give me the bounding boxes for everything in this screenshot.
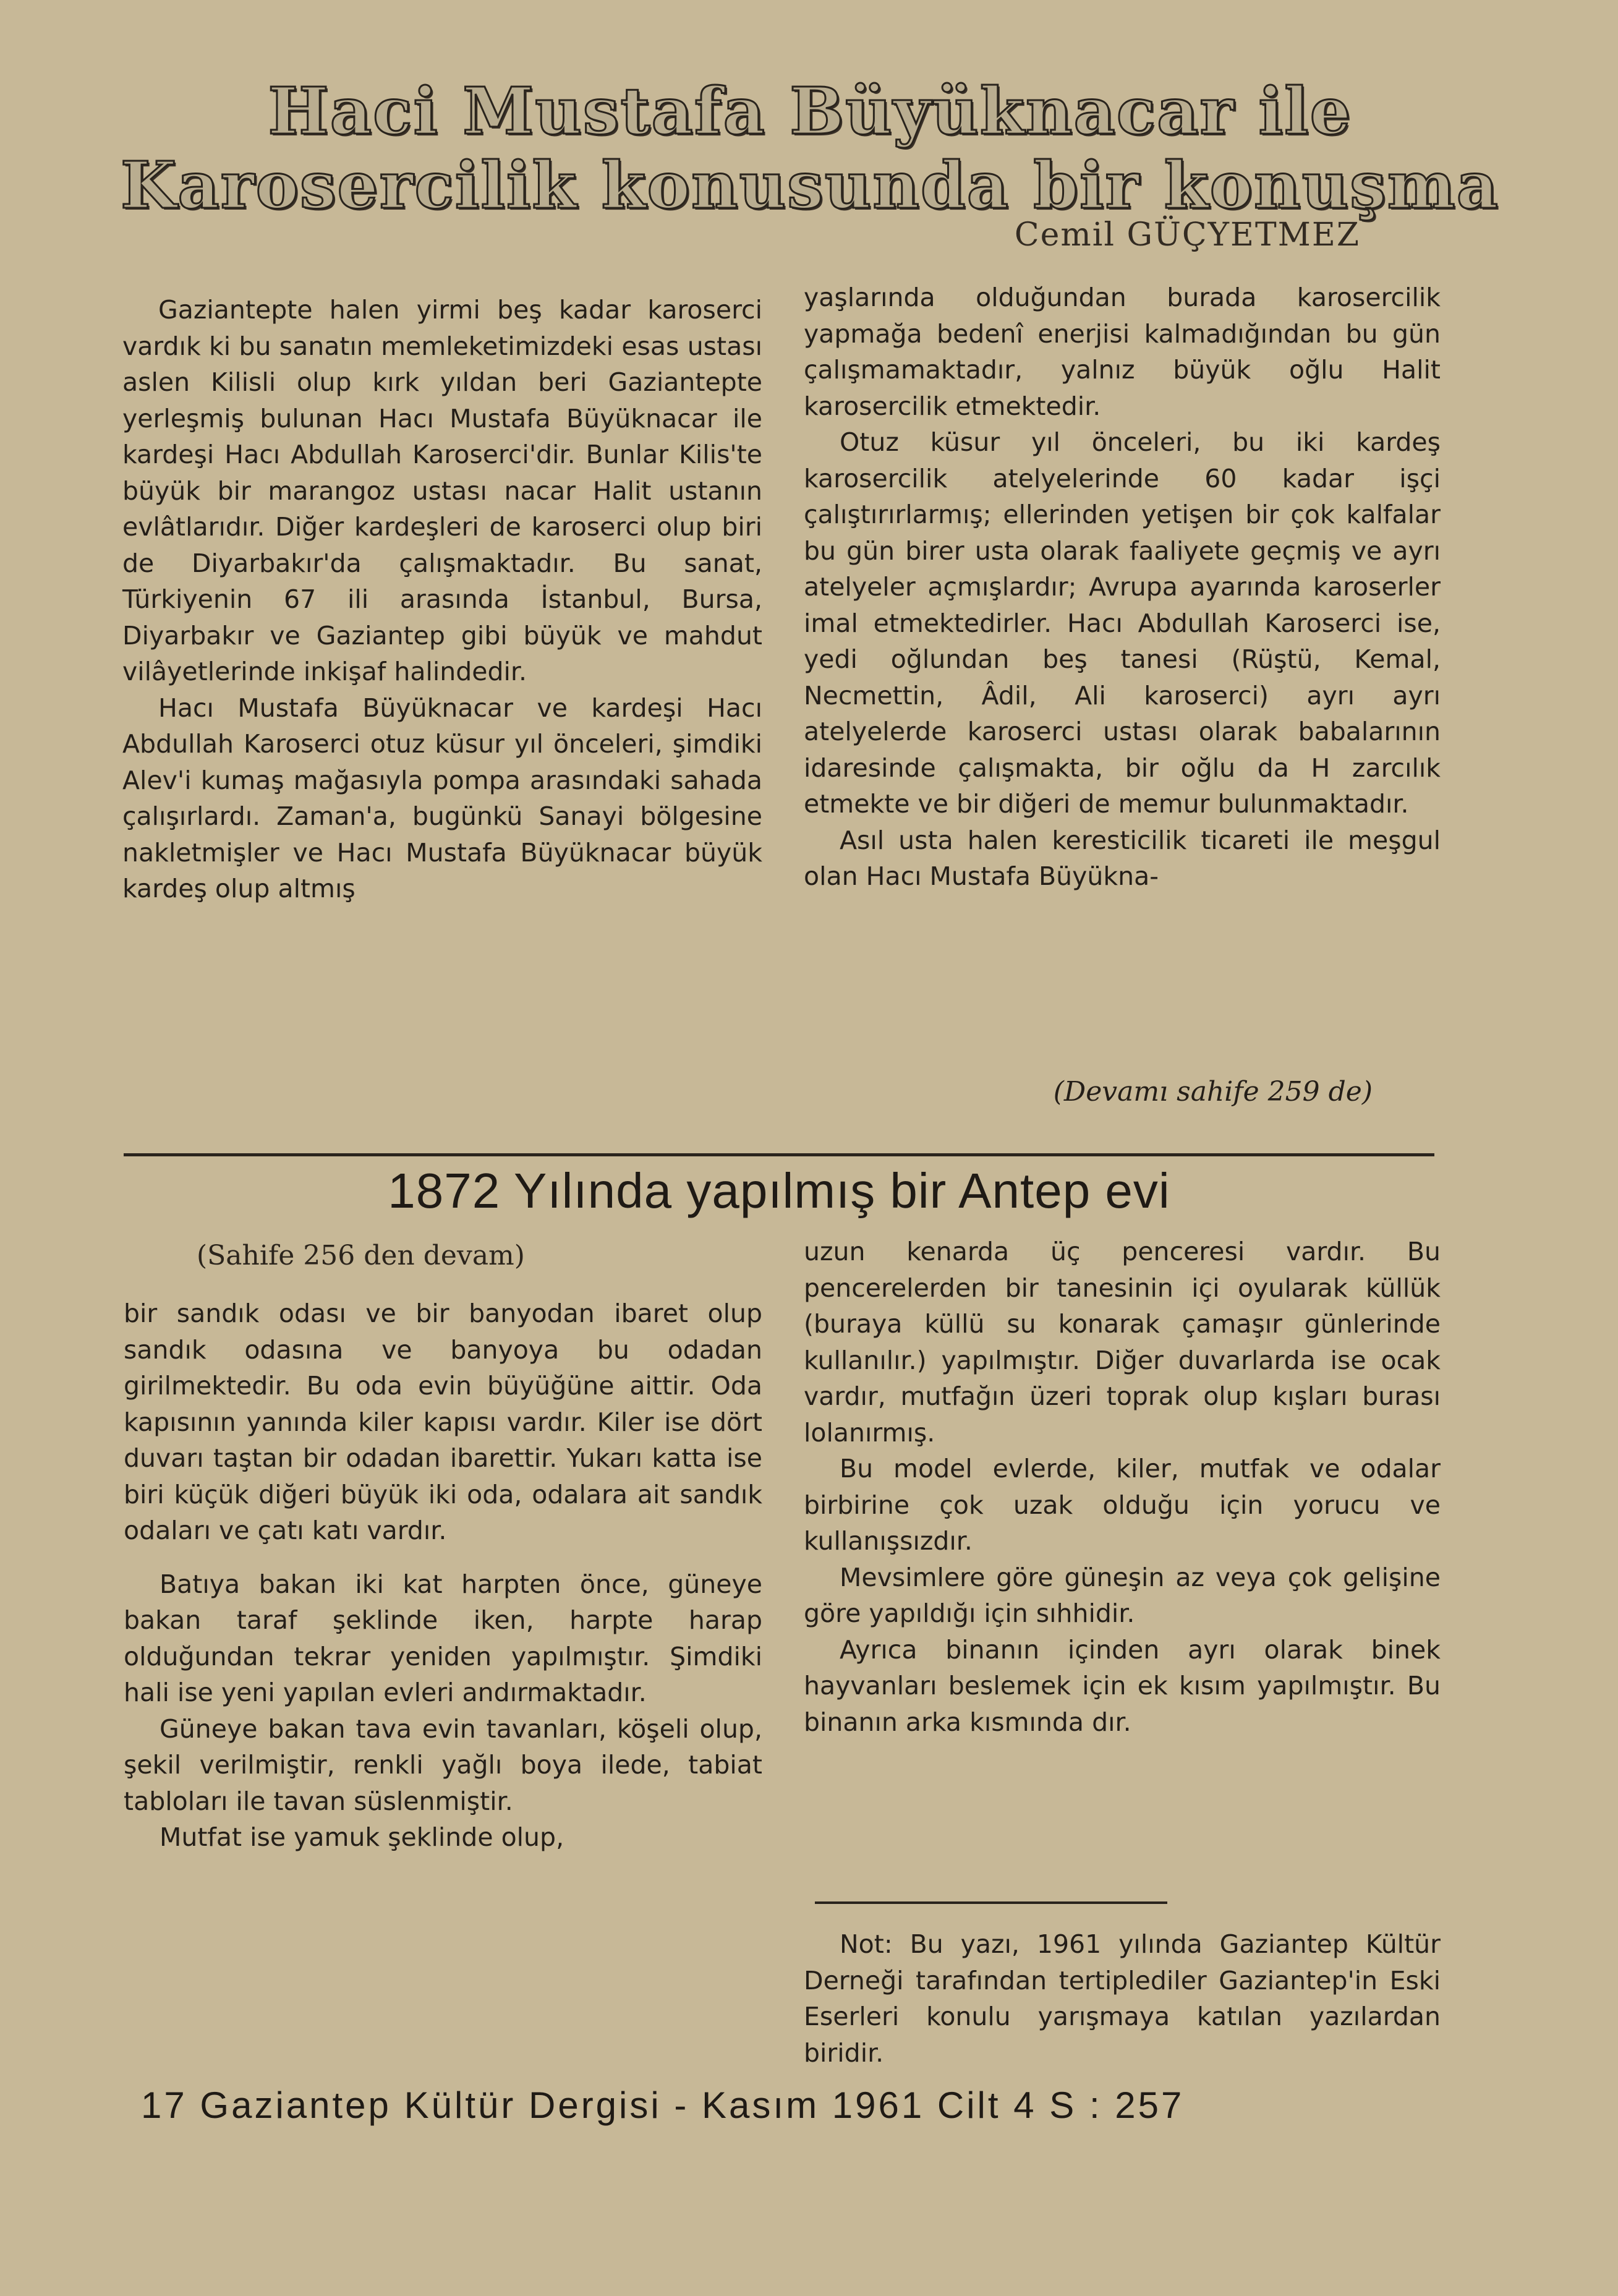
footnote (804, 1926, 1441, 2071)
paragraph: yaşlarında olduğundan burada karosercilik yapmağa bedenî enerjisi kalmadığından bu gün çalışmamaktadır, yalnız büyük oğlu Halit karosercilik etmektedir. (804, 283, 1441, 421)
article-title-line-2: Karosercilik konusunda bir konuşma (120, 147, 1500, 223)
note-divider (815, 1901, 1167, 1904)
paragraph: Mevsimlere göre güneşin az veya çok gelişine göre yapıldığı için sıhhidir. (804, 1562, 1441, 1628)
continued-note: (Devamı sahife 259 de) (1053, 1076, 1373, 1107)
second-article-left-column (124, 1295, 762, 1856)
paragraph: Mutfat ise yamuk şeklinde olup, (160, 1822, 564, 1852)
paragraph: Batıya bakan iki kat harpten önce, güneye bakan taraf şeklinde iken, harpte harap olduğundan tekrar yeniden yapılmıştır. Şimdiki hali ise yeni yapılan evleri andırmaktadır. (124, 1569, 762, 1707)
paragraph: Hacı Mustafa Büyüknacar ve kardeşi Hacı Abdullah Karoserci otuz küsur yıl önceleri, şimdiki Alev'i kumaş mağasıyla pompa arasındaki sahada çalışırlardı. Zaman'a, bugünkü Sanayi bölgesine nakletmişler ve Hacı Mustafa Büyüknacar büyük kardeş olup altmış (122, 693, 762, 903)
paragraph: Güneye bakan tava evin tavanları, köşeli olup, şekil verilmiştir, renkli yağlı boya ilede, tabiat tabloları ile tavan süslenmiştir. (124, 1713, 762, 1816)
article-right-column (804, 280, 1441, 895)
paragraph: Ayrıca binanın içinden ayrı olarak binek hayvanları beslemek için ek kısım yapılmıştır. Bu binanın arka kısmında dır. (804, 1634, 1441, 1737)
second-article-title: 1872 Yılında yapılmış bir Antep evi (388, 1163, 1170, 1218)
article-title-line-1: Haci Mustafa Büyüknacar ile (268, 73, 1352, 149)
paragraph: Asıl usta halen keresticilik ticareti ile meşgul olan Hacı Mustafa Büyükna- (804, 825, 1441, 891)
paragraph: bir sandık odası ve bir banyodan ibaret olup sandık odasına ve banyoya bu odadan girilmektedir. Bu oda evin büyüğüne aittir. Oda kapısının yanında kiler kapısı vardır. Kiler ise dört duvarı taştan bir odadan ibarettir. Yukarı katta ise biri küçük diğeri büyük iki oda, odalara ait sandık odaları ve çatı katı vardır. (124, 1299, 762, 1545)
paragraph: uzun kenarda üç penceresi vardır. Bu pencerelerden bir tanesinin içi oyularak küllük (buraya küllü su konarak çamaşır günlerinde kullanılır.) yapılmıştır. Diğer duvarlarda ise ocak vardır, mutfağın üzeri toprak olup kışları burası lolanırmış. (804, 1237, 1441, 1448)
paragraph: Bu model evlerde, kiler, mutfak ve odalar birbirine çok uzak olduğu için yorucu ve kullanışsızdır. (804, 1454, 1441, 1556)
second-article-right-column (804, 1234, 1441, 1740)
article-left-column (122, 292, 762, 907)
continued-from-note: (Sahife 256 den devam) (197, 1240, 525, 1271)
paragraph: Otuz küsur yıl önceleri, bu iki kardeş karosercilik atelyelerinde 60 kadar işçi çalıştırırlarmış; ellerinden yetişen bir çok kalfalar bu gün birer usta olarak faaliyete geçmiş ve ayrı atelyeler açmışlardır; Avrupa ayarında karoserler imal etmektedirler. Hacı Abdullah Karoserci ise, yedi oğlundan beş tanesi (Rüştü, Kemal, Necmettin, Âdil, Ali karoserci) ayrı ayrı atelyelerde karoserci ustası olarak babalarının idaresinde çalışmakta, bir oğlu da H zarcılık etmekte ve bir diğeri de memur bulunmaktadır. (804, 427, 1441, 819)
paragraph: Gaziantepte halen yirmi beş kadar karoserci vardık ki bu sanatın memleketimizdeki esas ustası aslen Kilisli olup kırk yıldan beri Gaziantepte yerleşmiş bulunan Hacı Mustafa Büyüknacar ile kardeşi Hacı Abdullah Karoserci'dir. Bunlar Kilis'te büyük bir marangoz ustası nacar Halit ustanın evlâtlarıdır. Diğer kardeşleri de karoserci olup biri de Diyarbakır'da çalışmaktadır. Bu sanat, Türkiyenin 67 ili arasında İstanbul, Bursa, Diyarbakır ve Gaziantep gibi büyük ve mahdut vilâyetlerinde inkişaf halindedir. (122, 295, 762, 686)
section-divider (124, 1153, 1434, 1156)
author-byline: Cemil GÜÇYETMEZ (1014, 216, 1360, 254)
note-text: Not: Bu yazı, 1961 yılında Gaziantep Kültür Derneği tarafından tertiplediler Gaziantep'in Eski Eserleri konulu yarışmaya katılan yazılardan biridir. (804, 1929, 1441, 2068)
page-footer: 17 Gaziantep Kültür Dergisi - Kasım 1961 Cilt 4 S : 257 (141, 2085, 1185, 2126)
